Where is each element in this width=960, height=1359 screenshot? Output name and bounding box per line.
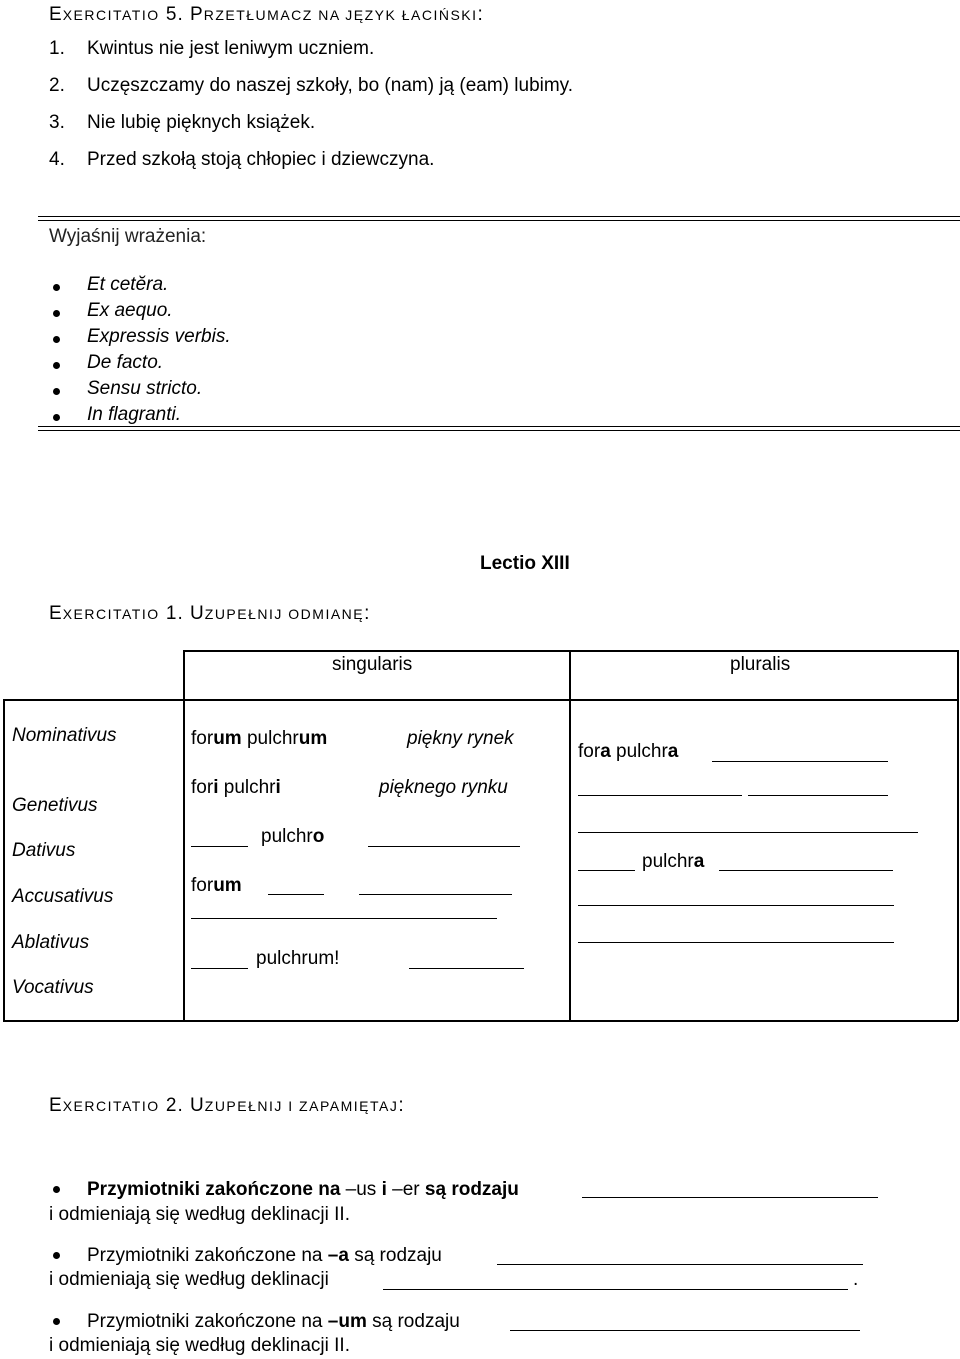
- list-item: [87, 38, 374, 60]
- rule-ending: –a: [327, 1245, 349, 1266]
- rule-3-line-2: i odmieniają się według deklinacji II.: [49, 1335, 350, 1356]
- answer-blank[interactable]: [578, 905, 894, 906]
- rule-3-line-1: [87, 1311, 460, 1333]
- item-text: Uczęszczamy do naszej szkoły, bo (nam) ją (eam) lubimy.: [87, 75, 574, 96]
- exercise-5-title: [49, 4, 484, 26]
- title-initial-2: P: [190, 4, 204, 25]
- word-ending: um: [213, 728, 242, 749]
- item-number: 3.: [49, 112, 65, 133]
- exercise-2-title: [49, 1095, 405, 1117]
- expression-item: In flagranti.: [87, 404, 181, 425]
- word-ending: um: [213, 875, 242, 896]
- answer-blank[interactable]: [409, 968, 524, 969]
- expression-item: Et cetĕra.: [87, 274, 169, 295]
- answer-blank[interactable]: [578, 942, 894, 943]
- rule-text: Przymiotniki zakończone na: [87, 1245, 328, 1266]
- sg-nominativus-translation: piękny rynek: [407, 728, 514, 749]
- rule-2-period: .: [853, 1269, 859, 1290]
- word-ending: i: [213, 777, 219, 798]
- answer-blank[interactable]: [719, 870, 893, 871]
- table-border: [3, 699, 958, 701]
- answer-blank[interactable]: [191, 918, 497, 919]
- rule-ending: –us: [345, 1179, 377, 1200]
- list-item: [49, 149, 65, 171]
- table-border: [3, 1020, 958, 1022]
- rule-text: Przymiotniki zakończone na: [87, 1179, 346, 1200]
- word-stem: pulchr: [642, 851, 694, 872]
- word-ending: i: [275, 777, 281, 798]
- pl-accusativus: [642, 851, 704, 873]
- title-colon: :: [477, 4, 484, 25]
- answer-blank[interactable]: [578, 832, 918, 833]
- rule-text: są rodzaju: [366, 1311, 460, 1332]
- answer-blank[interactable]: [712, 761, 888, 762]
- expression-item: Expressis verbis.: [87, 326, 231, 347]
- bullet-icon: [53, 362, 60, 369]
- sg-genetivus-translation: pięknego rynku: [379, 777, 508, 798]
- header-singularis: singularis: [332, 654, 413, 675]
- rule-2-line-1: [87, 1245, 442, 1267]
- rule-text: Przymiotniki zakończone na: [87, 1311, 328, 1332]
- word-ending: a: [693, 851, 705, 872]
- bullet-icon: [53, 1252, 60, 1259]
- title-initial: E: [49, 603, 63, 624]
- expression-item: Sensu stricto.: [87, 378, 203, 399]
- list-item: [87, 149, 434, 171]
- title-instruction: ZUPEŁNIJ I ZAPAMIĘTAJ: [204, 1098, 399, 1114]
- table-border: [957, 650, 959, 1021]
- answer-blank[interactable]: [383, 1289, 848, 1290]
- title-number: 1.: [159, 603, 191, 624]
- case-label: Nominativus: [12, 725, 117, 746]
- list-item: [49, 112, 65, 134]
- item-text: Przed szkołą stoją chłopiec i dziewczyna.: [87, 149, 435, 170]
- word-stem: for: [578, 741, 601, 762]
- rule-1-line-2: i odmieniają się według deklinacji II.: [49, 1204, 350, 1225]
- bullet-icon: [53, 1186, 60, 1193]
- sg-vocativus: pulchrum!: [256, 948, 340, 969]
- rule-ending: –er: [392, 1179, 420, 1200]
- title-initial: E: [49, 4, 63, 25]
- pl-nominativus: [578, 741, 678, 763]
- expression-item: De facto.: [87, 352, 164, 373]
- exercise-1-title: [49, 603, 370, 625]
- title-colon: :: [364, 603, 371, 624]
- word-ending: um: [298, 728, 328, 749]
- sg-dativus: [261, 826, 324, 848]
- expressions-heading: Wyjaśnij wrażenia:: [49, 226, 207, 247]
- bullet-icon: [53, 336, 60, 343]
- title-number: 2.: [159, 1095, 191, 1116]
- table-border: [183, 650, 185, 1021]
- title-word: XERCITATIO: [62, 1098, 160, 1114]
- list-item: [87, 112, 315, 134]
- answer-blank[interactable]: [368, 846, 520, 847]
- title-initial-2: U: [190, 1095, 205, 1116]
- answer-blank[interactable]: [748, 795, 888, 796]
- title-number: 5.: [159, 4, 191, 25]
- case-label: Dativus: [12, 840, 76, 861]
- rule-text: są rodzaju: [419, 1179, 519, 1200]
- word-stem: for: [191, 875, 214, 896]
- case-label: Accusativus: [12, 886, 114, 907]
- rule-2-line-2: i odmieniają się według deklinacji: [49, 1269, 329, 1290]
- answer-blank[interactable]: [359, 894, 512, 895]
- expression-item: Ex aequo.: [87, 300, 173, 321]
- title-word: XERCITATIO: [62, 7, 160, 23]
- answer-blank[interactable]: [578, 870, 635, 871]
- case-label: Genetivus: [12, 795, 98, 816]
- word-ending: a: [667, 741, 679, 762]
- answer-blank[interactable]: [582, 1197, 878, 1198]
- table-border: [3, 699, 5, 1021]
- title-instruction: RZETŁUMACZ NA JĘZYK ŁACIŃSKI: [203, 7, 478, 23]
- word-stem: pulchr: [218, 777, 276, 798]
- answer-blank[interactable]: [268, 894, 324, 895]
- box-bottom-border: [38, 426, 960, 431]
- bullet-icon: [53, 284, 60, 291]
- word-stem: pulchr: [261, 826, 313, 847]
- lesson-title: Lectio XIII: [480, 553, 570, 574]
- title-initial: E: [49, 1095, 63, 1116]
- bullet-icon: [53, 1318, 60, 1325]
- case-label: Ablativus: [12, 932, 90, 953]
- table-border: [183, 650, 958, 652]
- list-item: [49, 38, 65, 60]
- answer-blank[interactable]: [578, 795, 742, 796]
- bullet-icon: [53, 310, 60, 317]
- item-number: 4.: [49, 149, 65, 170]
- answer-blank[interactable]: [191, 968, 248, 969]
- header-pluralis: pluralis: [730, 654, 791, 675]
- sg-genetivus: [191, 777, 281, 799]
- word-ending: o: [312, 826, 325, 847]
- rule-1-line-1: [87, 1179, 519, 1201]
- item-number: 1.: [49, 38, 65, 59]
- bullet-icon: [53, 388, 60, 395]
- word-ending: a: [600, 741, 611, 762]
- title-colon: :: [398, 1095, 405, 1116]
- word-stem: pulchr: [610, 741, 668, 762]
- item-text: Kwintus nie jest leniwym uczniem.: [87, 38, 375, 59]
- word-stem: pulchr: [241, 728, 299, 749]
- case-label: Vocativus: [12, 977, 94, 998]
- sg-nominativus: [191, 728, 327, 750]
- item-text: Nie lubię pięknych książek.: [87, 112, 316, 133]
- rule-text: są rodzaju: [348, 1245, 442, 1266]
- answer-blank[interactable]: [510, 1330, 860, 1331]
- table-border: [569, 650, 571, 1021]
- list-item: [49, 75, 65, 97]
- title-word: XERCITATIO: [62, 606, 160, 622]
- bullet-icon: [53, 414, 60, 421]
- word-stem: for: [191, 777, 214, 798]
- word-stem: for: [191, 728, 214, 749]
- title-instruction: ZUPEŁNIJ ODMIANĘ: [204, 606, 365, 622]
- rule-text: i: [376, 1179, 393, 1200]
- item-number: 2.: [49, 75, 65, 96]
- answer-blank[interactable]: [497, 1264, 863, 1265]
- title-initial-2: U: [190, 603, 205, 624]
- box-top-border: [38, 216, 960, 221]
- list-item: [87, 75, 573, 97]
- sg-accusativus: [191, 875, 242, 897]
- answer-blank[interactable]: [191, 846, 248, 847]
- rule-ending: –um: [327, 1311, 367, 1332]
